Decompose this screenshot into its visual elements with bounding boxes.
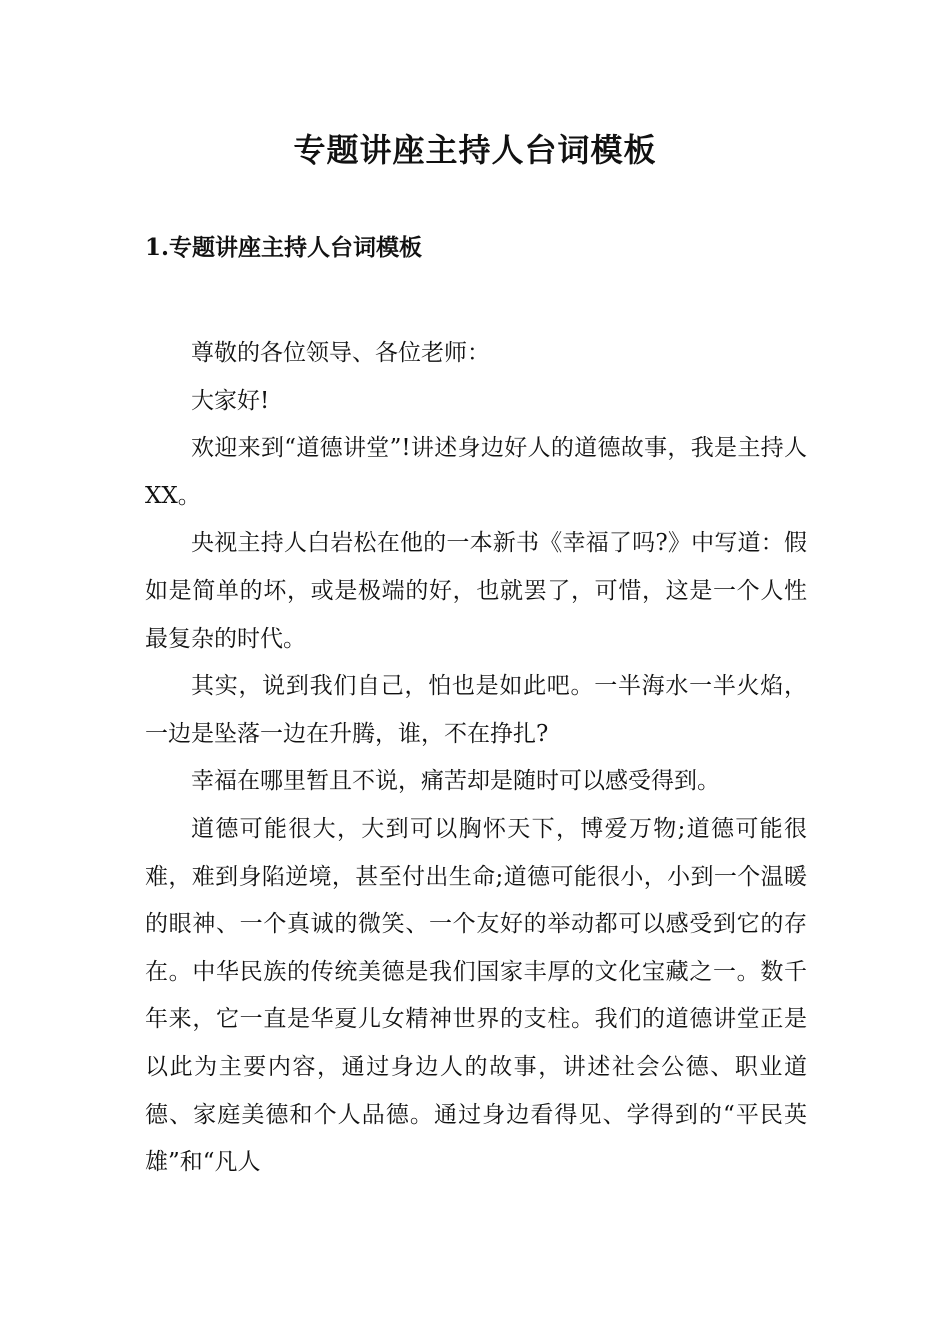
paragraph-welcome: 欢迎来到“道德讲堂”!讲述身边好人的道德故事，我是主持人XX。 [145, 435, 807, 509]
paragraph-quote: 央视主持人白岩松在他的一本新书《幸福了吗?》中写道：假如是简单的坏，或是极端的好，也就罢了，可惜，这是一个人性最复杂的时代。 [145, 530, 807, 652]
section-heading: 1.专题讲座主持人台词模板 [145, 234, 423, 261]
document-body [145, 330, 807, 1187]
paragraph-greeting: 尊敬的各位领导、各位老师： [191, 340, 490, 366]
document-title: 专题讲座主持人台词模板 [293, 131, 657, 169]
paragraph-hello: 大家好! [191, 387, 270, 414]
paragraph-happiness: 幸福在哪里暂且不说，痛苦却是随时可以感受得到。 [191, 768, 720, 795]
paragraph-reflection: 其实，说到我们自己，怕也是如此吧。一半海水一半火焰，一边是坠落一边在升腾，谁，不在挣扎? [145, 673, 807, 747]
paragraph-morality: 道德可能很大，大到可以胸怀天下，博爱万物;道德可能很难，难到身陷逆境，甚至付出生命;道德可能很小，小到一个温暖的眼神、一个真诚的微笑、一个友好的举动都可以感受到它的存在。中华民族的传统美德是我们国家丰厚的文化宝藏之一。数千年来，它一直是华夏儿女精神世界的支柱。我们的道德讲堂正是以此为主要内容，通过身边人的故事，讲述社会公德、职业道德、家庭美德和个人品德。通过身边看得见、学得到的“平民英雄”和“凡人 [145, 815, 807, 1176]
